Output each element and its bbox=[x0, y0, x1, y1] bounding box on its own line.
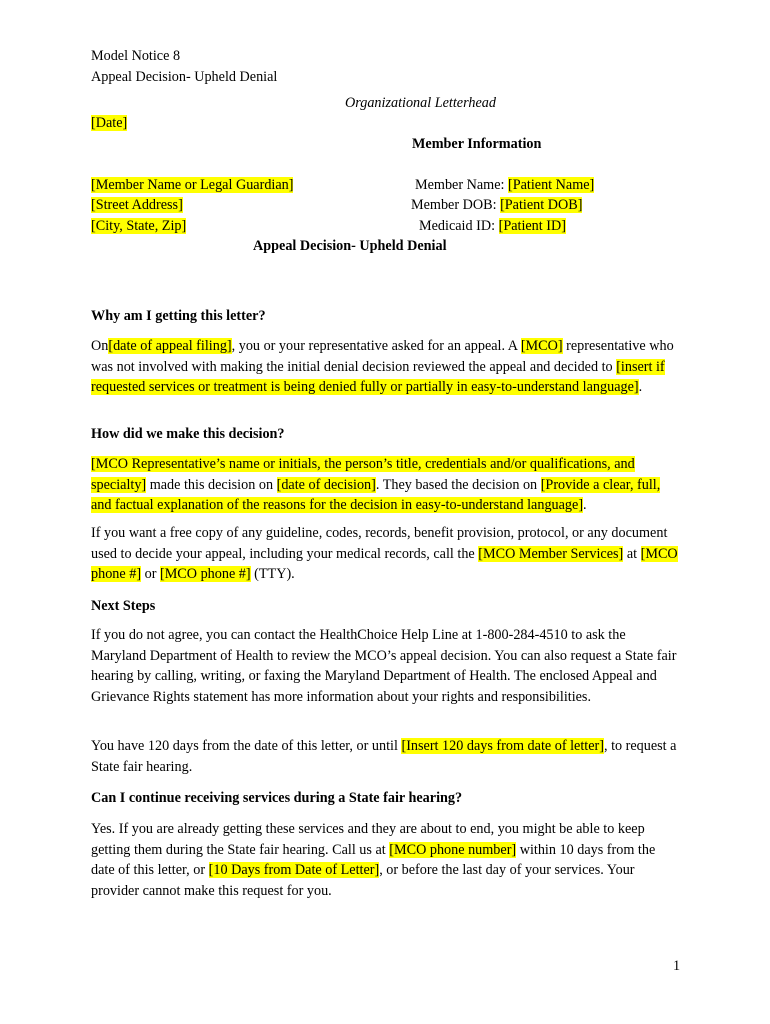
page-number: 1 bbox=[673, 958, 681, 974]
letter-title: Appeal Decision- Upheld Denial bbox=[253, 238, 447, 254]
notice-type: Appeal Decision- Upheld Denial bbox=[91, 69, 278, 85]
paragraph-free-copy: If you want a free copy of any guideline, codes, records, benefit provision, protocol, or any document used to decide your appeal, including your medical records, call the [MCO Member Services] at [MCO phone #] or [MCO phone #] (TTY). bbox=[91, 525, 678, 582]
letterhead-placeholder: Organizational Letterhead bbox=[345, 95, 496, 111]
section-heading-next-steps: Next Steps bbox=[91, 598, 156, 614]
member-info-heading: Member Information bbox=[412, 136, 542, 152]
paragraph-120-days: You have 120 days from the date of this letter, or until [Insert 120 days from date of letter], to request a State fair hearing. bbox=[91, 738, 677, 775]
medicaid-id-row: Medicaid ID: [Patient ID] bbox=[419, 218, 566, 234]
address-city: [City, State, Zip] bbox=[91, 218, 187, 234]
section-heading-why: Why am I getting this letter? bbox=[91, 308, 266, 324]
paragraph-continue-services: Yes. If you are already getting these services and they are about to end, you might be able to keep getting them during the State fair hearing. Call us at [MCO phone number] within 10 days from the date of this letter, or [10 Days from Date of Letter], or before the last day of your services. Your provider cannot make this request for you. bbox=[91, 821, 656, 899]
member-dob-row: Member DOB: [Patient DOB] bbox=[411, 197, 583, 213]
notice-number: Model Notice 8 bbox=[91, 48, 181, 64]
member-name-row: Member Name: [Patient Name] bbox=[415, 177, 595, 193]
paragraph-how: [MCO Representative’s name or initials, the person’s title, credentials and/or qualifications, and specialty] made this decision on [date of decision]. They based the decision on [Provide a clear, full, and factual explanation of the reasons for the decision in easy-to-understand language]. bbox=[91, 456, 661, 513]
address-street: [Street Address] bbox=[91, 197, 183, 213]
date-placeholder: [Date] bbox=[91, 115, 128, 131]
paragraph-next-steps: If you do not agree, you can contact the HealthChoice Help Line at 1-800-284-4510 to ask the Maryland Department of Health to review the MCO’s appeal decision. You can also request a State fair hearing by calling, writing, or faxing the Maryland Department of Health. The enclosed Appeal and Grievance Rights statement has more information about your rights and responsibilities. bbox=[91, 627, 677, 705]
paragraph-why: On[date of appeal filing], you or your representative asked for an appeal. A [MCO] representative who was not involved with making the initial denial decision reviewed the appeal and decided to [insert if requested services or treatment is being denied fully or partially in easy-to-understand language]. bbox=[91, 338, 674, 395]
address-name: [Member Name or Legal Guardian] bbox=[91, 177, 294, 193]
section-heading-continue-services: Can I continue receiving services during a State fair hearing? bbox=[91, 790, 463, 806]
section-heading-how: How did we make this decision? bbox=[91, 426, 285, 442]
